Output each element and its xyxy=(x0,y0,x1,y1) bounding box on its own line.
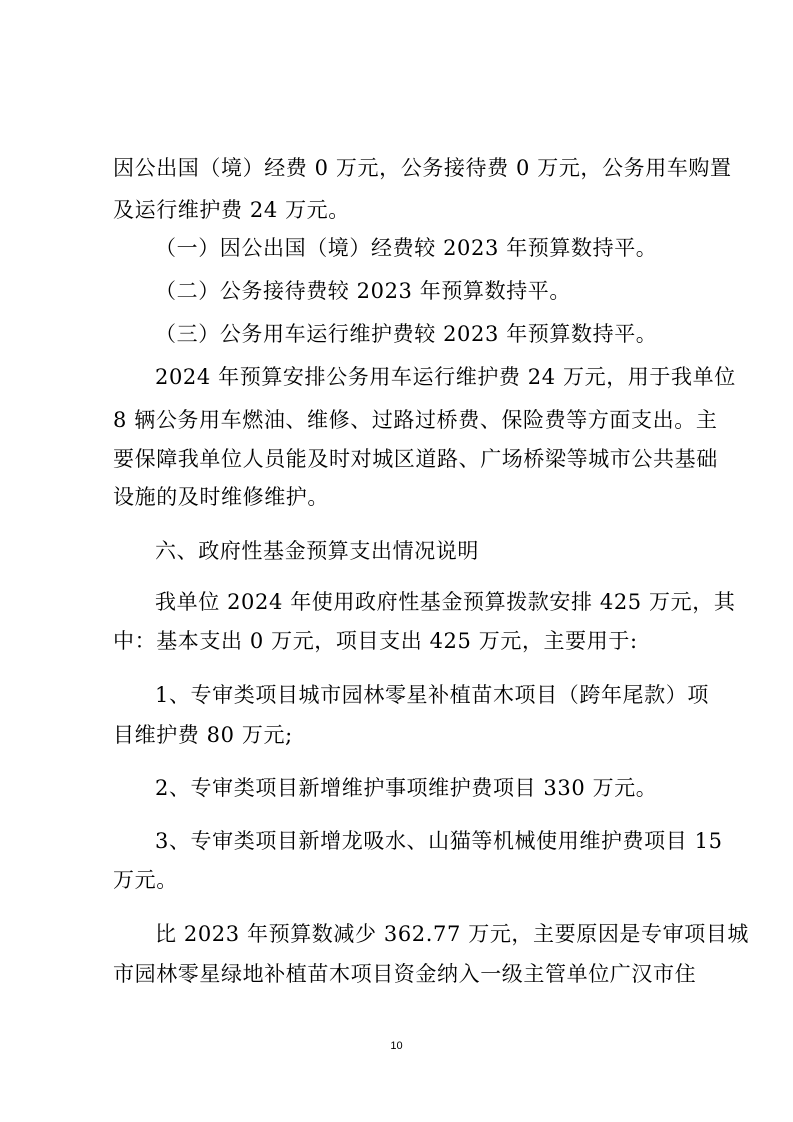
list-item-line: 万元。 xyxy=(113,868,178,892)
list-item-line: 3、专审类项目新增龙吸水、山猫等机械使用维护费项目 15 xyxy=(155,829,723,853)
paragraph-line: 8 辆公务用车燃油、维修、过路过桥费、保险费等方面支出。主 xyxy=(113,408,718,432)
paragraph-line: 设施的及时维修维护。 xyxy=(113,485,329,509)
paragraph-line: 中：基本支出 0 万元，项目支出 425 万元，主要用于: xyxy=(113,629,638,653)
paragraph-line: 2024 年预算安排公务用车运行维护费 24 万元，用于我单位 xyxy=(155,365,736,389)
list-item-line: 1、专审类项目城市园林零星补植苗木项目（跨年尾款）项 xyxy=(155,683,709,707)
page-number: 10 xyxy=(390,1040,403,1052)
list-item-line: 2、专审类项目新增维护事项维护费项目 330 万元。 xyxy=(155,776,658,800)
paragraph-line: 因公出国（境）经费 0 万元，公务接待费 0 万元，公务用车购置 xyxy=(113,156,732,180)
paragraph-line: 我单位 2024 年使用政府性基金预算拨款安排 425 万元，其 xyxy=(155,590,736,614)
list-item-line: （三）公务用车运行维护费较 2023 年预算数持平。 xyxy=(155,322,658,346)
paragraph-line: 要保障我单位人员能及时对城区道路、广场桥梁等城市公共基础 xyxy=(113,447,718,471)
list-item-line: （二）公务接待费较 2023 年预算数持平。 xyxy=(155,279,571,303)
list-item-line: （一）因公出国（境）经费较 2023 年预算数持平。 xyxy=(155,236,658,260)
list-item-line: 目维护费 80 万元; xyxy=(113,723,293,747)
paragraph-line: 比 2023 年预算数减少 362.77 万元，主要原因是专审项目城 xyxy=(155,922,750,946)
paragraph-line: 及运行维护费 24 万元。 xyxy=(113,198,350,222)
section-heading: 六、政府性基金预算支出情况说明 xyxy=(155,539,479,563)
paragraph-line: 市园林零星绿地补植苗木项目资金纳入一级主管单位广汉市住 xyxy=(113,962,697,986)
